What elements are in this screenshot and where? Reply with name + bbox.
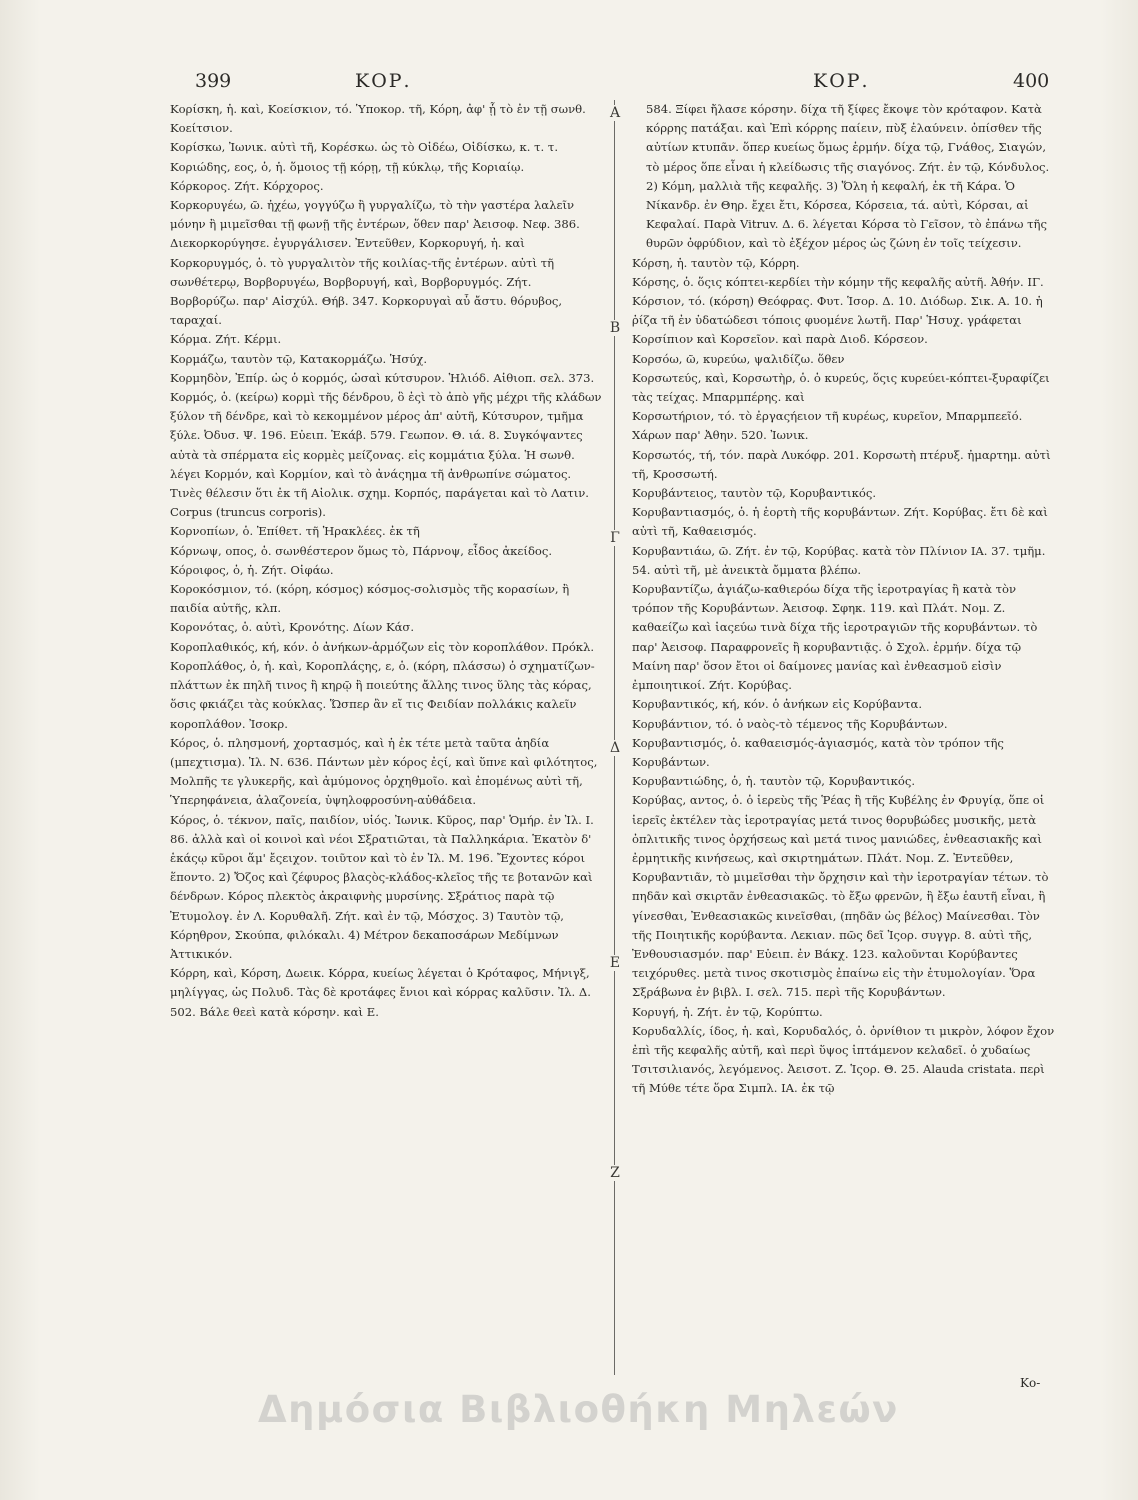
- dictionary-entry: Κορονότας, ὁ. αὐτὶ, Κρονότης. Δίων Κάσ.: [170, 620, 415, 635]
- section-letter: Ε: [606, 955, 624, 971]
- dictionary-entry: Κόρνωψ, οπος, ὁ. σωνθέστερον ὅμως τὸ, Πάρνοψ, εἶδος ἀκείδος.: [170, 543, 553, 558]
- header-right: ΚΟΡ.: [813, 70, 870, 92]
- dictionary-entry: Κόροιφος, ὁ, ἡ. Ζήτ. Οἰφάω.: [170, 562, 334, 577]
- dictionary-entry: Κορσόω, ῶ, κυρεύω, ψαλιδίζω. ὅθεν: [632, 351, 845, 366]
- dictionary-entry: Κοριώδης, εος, ὁ, ἡ. ὅμοιος τῇ κόρῃ, τῇ κύκλῳ, τῆς Κοριαίῳ.: [170, 159, 525, 174]
- library-watermark: Δημόσια Βιβλιοθήκη Μηλεών: [258, 1388, 899, 1431]
- dictionary-entry: Κορμός, ὁ. (κείρω) κορμὶ τῆς δένδρου, ὃ ἐςὶ τὸ ἀπὸ γῆς μέχρι τῆς κλάδων ξύλον τῆ δένδρε, καὶ τὸ κεκομμένον μέρος ἀπ' αὐτῆ, Κύτσυρον, τμῆμα ξύλε. Ὀδυσ. Ψ. 196. Εὐειπ. Ἑκάβ. 579. Γεωπον. Θ. ιά. 8. Συγκόψαντες αὐτὰ τὰ σπέρματα εἰς κορμὲς μείζονας. εἰς κομμάτια ξύλα. Ἡ σωνθ. λέγει Κορμόν, καὶ Κορμίον, καὶ τὸ ἀνάςημα τῆ ἀνθρωπίνε σώματος. Τινὲς θέλεσιν ὅτι ἐκ τῆ Αἰολικ. σχημ. Κορπός, παράγεται καὶ τὸ Λατιν. Corpus (truncus corporis).: [170, 390, 602, 520]
- dictionary-entry-continued: 584. Ξίφει ἤλασε κόρσην. δίχα τῆ ξίφες ἔκοψε τὸν κρόταφον. Κατὰ κόρρης πατάξαι. καὶ Ἐπὶ κόρρης παίειν, πὺξ ἐλαύνειν. ὀπίσθεν τῆς αὐτίων κτυπᾶν. ὅπερ κυείως ὅμως ἑρμήν. δίχα τῷ, Γνάθος, Σιαγών, τὸ μέρος ὅπε εἶναι ἡ κλείδωσις τῆς σιαγόνος. Ζήτ. ἐν τῷ, Κόνδυλος. 2) Κόμη, μαλλιὰ τῆς κεφαλῆς. 3) Ὅλη ἡ κεφαλή, ἐκ τῆ Κάρα. Ὁ Νίκανδρ. ἐν Θηρ. ἔχει ἔτι, Κόρσεα, Κόρσεια, τά. αὐτὶ, Κόρσαι, αἱ Κεφαλαί. Παρὰ Vitruv. Δ. 6. λέγεται Κόρσα τὸ Γεῖσον, τὸ ἐπάνω τῆς θυρῶν ὀφρύδιον, καὶ τὸ ἐξέχον μέρος ὡς ζώνη ἐν τοῖς τείχεσιν.: [646, 102, 1050, 251]
- dictionary-entry: Κορυγή, ἡ. Ζήτ. ἐν τῷ, Κορύπτω.: [632, 1004, 823, 1019]
- dictionary-entry: Κόρσης, ὁ. ὅςις κόπτει-κερδίει τὴν κόμην τῆς κεφαλῆς αὐτῆ. Ἀθήν. ΙΓ.: [632, 274, 1044, 289]
- dictionary-entry: Κορσωτός, τή, τόν. παρὰ Λυκόφρ. 201. Κορσωτὴ πτέρυξ. ἠμαρτημ. αὐτὶ τῆ, Κροσσωτή.: [632, 447, 1051, 481]
- right-column: [632, 100, 1056, 1420]
- dictionary-entry: Κορυβαντικός, κή, κόν. ὁ ἀνήκων εἰς Κορύβαντα.: [632, 697, 923, 712]
- dictionary-entry: Κόρσιον, τό. (κόρση) Θεόφρας. Φυτ. Ἱσορ. Δ. 10. Διόδωρ. Σικ. Α. 10. ἡ ῥίζα τῆ ἐν ὑδατώδεσι τόποις φυομένε λωτῆ. Παρ' Ἡσυχ. γράφεται Κορσίπιον καὶ Κορσεῖον. καὶ παρὰ Διοδ. Κόρσεον.: [632, 294, 1043, 347]
- dictionary-entry: Κορυβαντίζω, ἁγιάζω-καθιερόω δίχα τῆς ἱεροτραγίας ἢ κατὰ τὸν τρόπον τῆς Κορυβάντων. Ἀεισοφ. Σφηκ. 119. καὶ Πλάτ. Νομ. Ζ. καθαείζω καὶ ἱαςεύω τινὰ δίχα τῆς ἱεροτραγιῶν τῆς κορυβάντων. τὸ παρ' Ἀεισοφ. Παραφρονεῖς ἢ κορυβαντιᾷς. ὁ Σχολ. ἑρμήν. δίχα τῷ Μαίνη παρ' ὅσον ἔτοι οἱ δαίμονες μανίας καὶ ἐνθεασμοῦ εἰσὶν ἐμποιητικοί. Ζήτ. Κορύβας.: [632, 582, 1038, 693]
- dictionary-entry: Κορμάζω, ταυτὸν τῷ, Κατακορμάζω. Ἡσύχ.: [170, 351, 428, 366]
- dictionary-entry: Κόρος, ὁ. τέκνον, παῖς, παιδίον, υἱός. Ἰωνικ. Κῦρος, παρ' Ὁμήρ. ἐν Ἰλ. Ι. 86. ἀλλὰ καὶ οἱ κοινοὶ καὶ νέοι Σξρατιῶται, τὰ Παλληκάρια. Ἑκατὸν δ' ἑκάςῳ κῦροι ἅμ' ἔςειχον. τοιῦτον καὶ τὸ ἐν Ἰλ. Μ. 196. Ἔχοντες κόροι ἕποντο. 2) Ὄζος καὶ ζέφυρος βλαςὸς-κλάδος-κλεῖος τῆς τε βοτανῶν καὶ δένδρων. Κόρος πλεκτὸς ἀκραιφνὴς μυρσίνης. Σξράτιος παρὰ τῷ Ἐτυμολογ. ἐν Λ. Κορυθαλῆ. Ζήτ. καὶ ἐν τῷ, Μόσχος. 3) Ταυτὸν τῷ, Κόρηθρον, Σκούπα, φιλόκαλι. 4) Μέτρον δεκαποσάρων Μεδίμνων Ἀττικικόν.: [170, 812, 594, 961]
- section-letter: Β: [606, 320, 624, 336]
- dictionary-entry: Κόρρη, καὶ, Κόρση, Δωεικ. Κόρρα, κυείως λέγεται ὁ Κρόταφος, Μήνιγξ, μηλίγγας, ὡς Πολυδ. Τὰς δὲ κροτάφες ἔνιοι καὶ κόρρας καλῦσιν. Ἰλ. Δ. 502. Βάλε θεεὶ κατὰ κόρσην. καὶ Ε.: [170, 966, 591, 1019]
- dictionary-entry: Κορκορυγέω, ῶ. ἠχέω, γογγύζω ἢ γυργαλίζω, τὸ τὴν γαστέρα λαλεῖν μόνην ἢ μιμεῖσθαι τῇ φωνῇ τῆς ἐντέρων, ὅθεν παρ' Ἀεισοφ. Νεφ. 386. Διεκορκορύγησε. ἐγυργάλισεν. Ἐντεῦθεν, Κορκορυγή, ἡ. καὶ Κορκορυγμός, ὁ. τὸ γυργαλιτὸν τῆς κοιλίας-τῆς ἐντέρων. αὐτὶ τῆ σωνθέτερῳ, Βορβορυγέω, Βορβορυγή, καὶ, Βορβορυγμός. Ζήτ. Βορβορύζω. παρ' Αἰσχύλ. Θήβ. 347. Κορκορυγαὶ αὖ ἄστυ. θόρυβος, ταραχαί.: [170, 198, 580, 328]
- section-letter: Α: [606, 105, 624, 121]
- left-column: [170, 100, 602, 1420]
- dictionary-entry: Κορυβαντιασμός, ὁ. ἡ ἑορτὴ τῆς κορυβάντων. Ζήτ. Κορύβας. ἔτι δὲ καὶ αὐτὶ τῆ, Καθαεισμός.: [632, 505, 1048, 539]
- dictionary-entry: Κορσωτεύς, καὶ, Κορσωτὴρ, ὁ. ὁ κυρεύς, ὅςις κυρεύει-κόπτει-ξυραφίζει τὰς τείχας. Μπαρμπέρης. καὶ: [632, 370, 1050, 405]
- page-number-right: 400: [1013, 70, 1050, 92]
- dictionary-entry: Κόρκορος. Ζήτ. Κόρχορος.: [170, 178, 324, 193]
- dictionary-entry: Κορυβαντιάω, ῶ. Ζήτ. ἐν τῷ, Κορύβας. κατὰ τὸν Πλίνιον ΙΑ. 37. τμῆμ. 54. αὐτὶ τῆ, μὲ ἀνεικτὰ ὄμματα βλέπω.: [632, 543, 1046, 577]
- dictionary-entry: Κοροπλαθικός, κή, κόν. ὁ ἀνήκων-ἁρμόζων εἰς τὸν κοροπλάθον. Πρόκλ.: [170, 639, 595, 654]
- dictionary-entry: Κόρος, ὁ. πλησμονή, χορτασμός, καὶ ἡ ἐκ τέτε μετὰ ταῦτα ἀηδία (μπεχτισμα). Ἰλ. Ν. 636. Πάντων μὲν κόρος ἐςί, καὶ ὕπνε καὶ φιλότητος, Μολπῆς τε γλυκερῆς, καὶ ἀμύμονος ὀρχηθμοῖο. καὶ ἐπομένως αὐτὶ τῆ, Ὑπερηφάνεια, ἀλαζονεία, ὑψηλοφροσύνη-αὐθάδεια.: [170, 735, 598, 808]
- dictionary-entry: Κόρση, ἡ. ταυτὸν τῷ, Κόρρη.: [632, 255, 800, 270]
- dictionary-entry: Κορυβάντειος, ταυτὸν τῷ, Κορυβαντικός.: [632, 486, 877, 501]
- section-letter: Δ: [606, 740, 624, 756]
- dictionary-entry: Κορύβας, αντος, ὁ. ὁ ἱερεὺς τῆς Ῥέας ἢ τῆς Κυβέλης ἐν Φρυγίᾳ, ὅπε οἱ ἱερεῖς ἐκτέλεν τὰς ἱεροτραγίας μετά τινος θορυβώδες μυσικῆς, μετὰ ὀπλιτικῆς τινος ὀρχήσεως καὶ μετά τινος μανιώδες, ἐνθεασιακῆς καὶ ἐρμητικῆς κινήσεως, καὶ σκιρτημάτων. Πλάτ. Νομ. Ζ. Ἐντεῦθεν, Κορυβαντιᾶν, τὸ μιμεῖσθαι τὴν ὄρχησιν καὶ τὴν ἱεροτραγίαν τέτων. τὸ πηδᾶν καὶ σκιρτᾶν ἐνθεασιακῶς. τὸ ἔξω φρενῶν, ἢ ἔξω ἑαυτῆ εἶναι, ἢ γίνεσθαι, Ἐνθεασιακῶς κινεῖσθαι, (πηδᾶν ὡς βέλος) Μαίνεσθαι. Τὸν τῆς Ποιητικῆς κορύβαντα. Λεκιαν. πῶς δεῖ Ἱςορ. συγγρ. 8. αὐτὶ τῆς, Ἐνθουσιασμόν. παρ' Εὐειπ. ἐν Βάκχ. 123. καλοῦνται Κορύβαντες τειχόρυθες. μετὰ τινος σκοτισμὸς ἐπαίνω εἰς τὴν ἐτυμολογίαν. Ὅρα Σξράβωνα ἐν βιβλ. Ι. σελ. 715. περὶ τῆς Κορυβάντων.: [632, 793, 1049, 1000]
- dictionary-entry: Κορυβαντισμός, ὁ. καθαεισμός-ἁγιασμός, κατὰ τὸν τρόπον τῆς Κορυβάντων.: [632, 735, 1004, 769]
- dictionary-entry: Κορσωτήριον, τό. τὸ ἐργαςήειον τῆ κυρέως, κυρεῖον, Μπαρμπεεῖό. Χάρων παρ' Ἀθην. 520. Ἰωνικ.: [632, 409, 1023, 443]
- header-left: ΚΟΡ.: [355, 70, 412, 92]
- dictionary-entry: Κοροπλάθος, ὁ, ἡ. καὶ, Κοροπλάςης, ε, ὁ. (κόρη, πλάσσω) ὁ σχηματίζων-πλάττων ἐκ πηλῆ τινος ἢ κηρῷ ἢ ποιεύτης ἄλλης τινος ὕλης τὰς κόρας, ὅσις φκιάζει τὰς κούκλας. Ὥσπερ ἂν εἴ τις Φειδίαν πολλάκις καλεῖν κοροπλάθον. Ἰσοκρ.: [170, 658, 595, 731]
- dictionary-entry: Κορμηδὸν, Ἐπίρ. ὡς ὁ κορμός, ὡσαὶ κύτσυρον. Ἡλιόδ. Αἰθιοπ. σελ. 373.: [170, 370, 595, 385]
- dictionary-entry: Κορίσκω, Ἰωνικ. αὐτὶ τῆ, Κορέσκω. ὡς τὸ Οἰδέω, Οἰδίσκω, κ. τ. τ.: [170, 140, 559, 155]
- running-head: [195, 70, 1050, 100]
- dictionary-entry: Κορυβαντιώδης, ὁ, ἡ. ταυτὸν τῷ, Κορυβαντικός.: [632, 774, 916, 789]
- section-letter: Ζ: [606, 1165, 624, 1181]
- dictionary-entry: Κορυδαλλίς, ίδος, ἡ. καὶ, Κορυδαλός, ὁ. ὀρνίθιον τι μικρὸν, λόφον ἔχον ἐπὶ τῆς κεφαλῆς αὐτῆ, καὶ περὶ ὕψος ἱπτάμενον κελαδεῖ. ὁ χυδαίως Τσιτσιλιανός, λεγόμενος. Ἀεισοτ. Ζ. Ἱςορ. Θ. 25. Alauda cristata. περὶ τῆ Μύθε τέτε ὅρα Σιμπλ. ΙΑ. ἐκ τῷ: [632, 1023, 1055, 1096]
- section-letters: [606, 100, 624, 1375]
- dictionary-entry: Κοροκόσμιον, τό. (κόρη, κόσμος) κόσμος-σολισμὸς τῆς κορασίων, ἢ παιδία αὐτῆς, κλπ.: [170, 582, 570, 616]
- dictionary-entry: Κορίσκη, ἡ. καὶ, Κοείσκιον, τό. Ὑποκορ. τῆ, Κόρη, ἀφ' ᾗ τὸ ἐν τῇ σωνθ. Κοείτσιον.: [170, 102, 586, 136]
- dictionary-entry: Κορνοπίων, ὁ. Ἐπίθετ. τῆ Ἡρακλέες. ἐκ τῆ: [170, 524, 420, 539]
- catchword: Κο-: [1020, 1376, 1041, 1390]
- page-number-left: 399: [195, 70, 232, 92]
- dictionary-entry: Κόρμα. Ζήτ. Κέρμι.: [170, 332, 282, 347]
- dictionary-entry: Κορυβάντιον, τό. ὁ ναὸς-τὸ τέμενος τῆς Κορυβάντων.: [632, 716, 948, 731]
- section-letter: Γ: [606, 530, 624, 546]
